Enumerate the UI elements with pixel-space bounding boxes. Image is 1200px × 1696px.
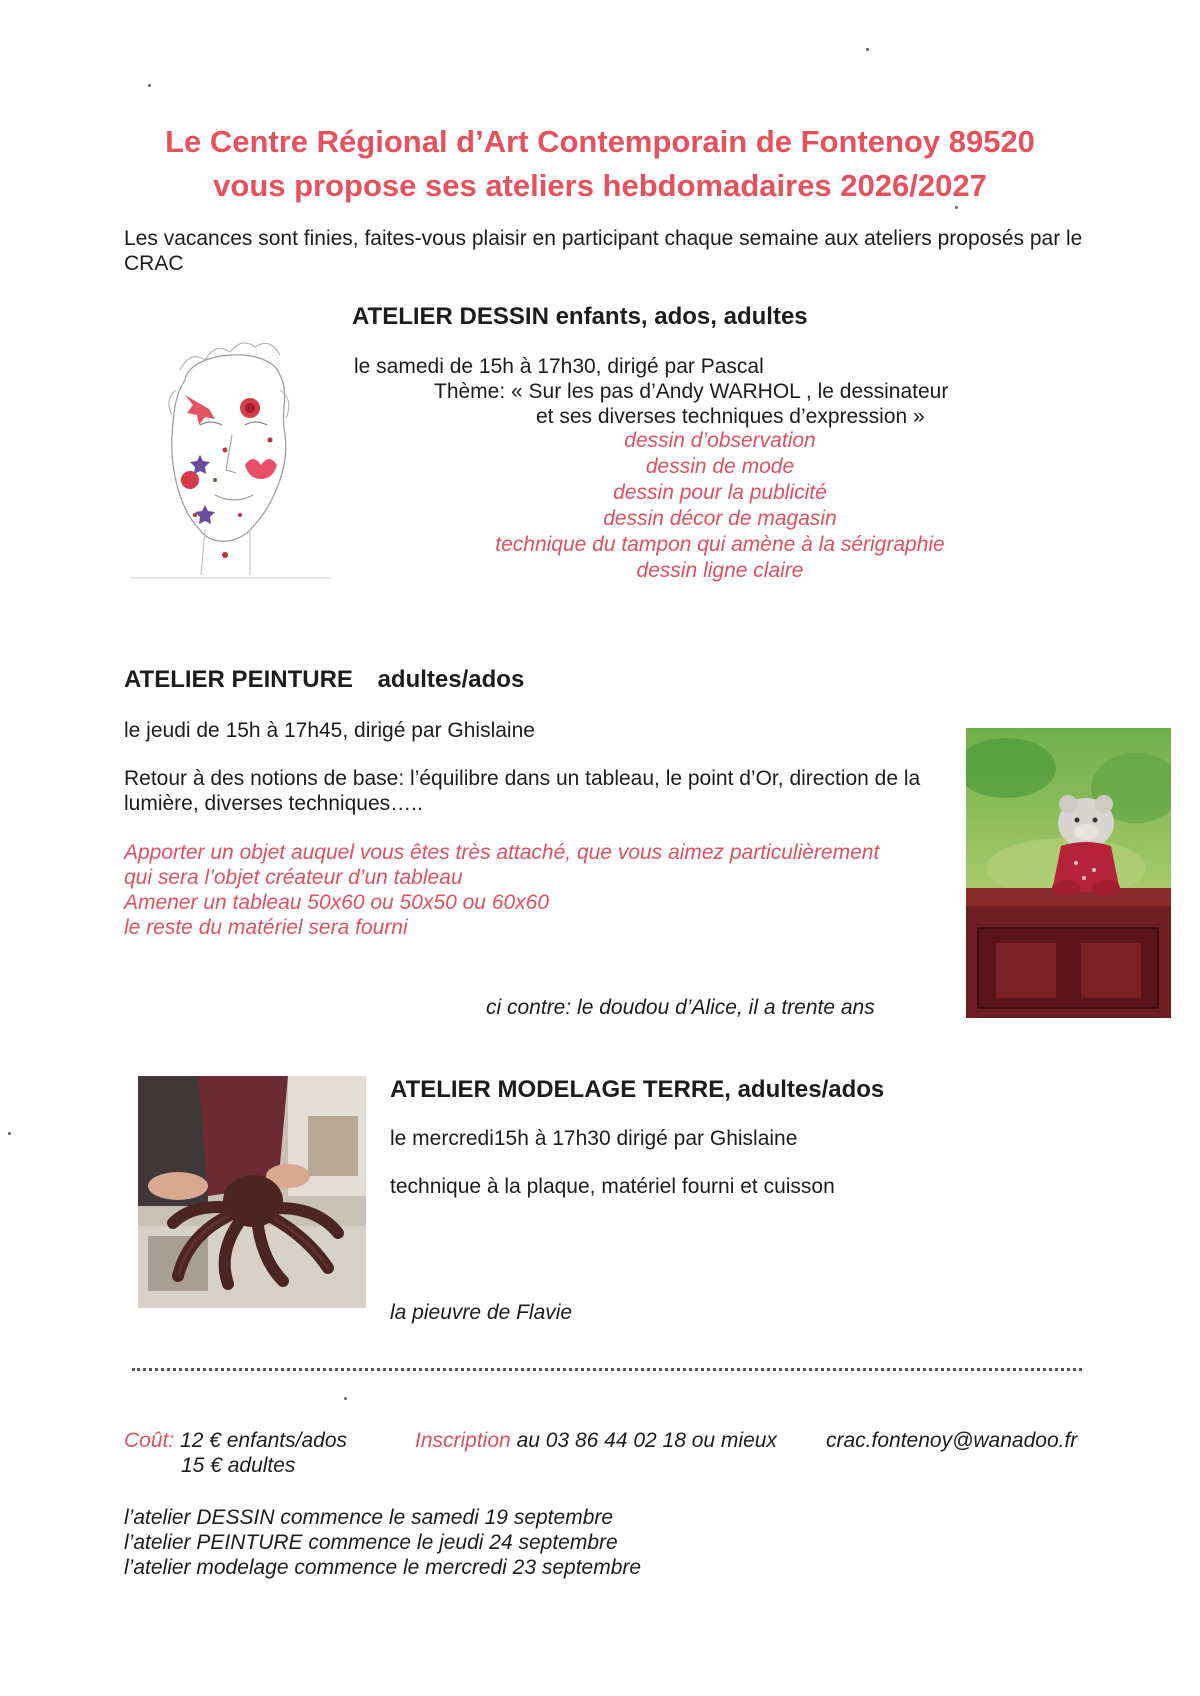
cost-adults: 15 € adultes — [181, 1454, 296, 1477]
dessin-theme-line-1: Thème: « Sur les pas d’Andy WARHOL , le dessinateur — [434, 380, 949, 403]
dessin-theme-line-2: et ses diverses techniques d’expression » — [536, 405, 925, 428]
teddy-bear-painting-image — [966, 728, 1171, 1018]
cost-block — [124, 1428, 347, 1478]
modelage-heading: ATELIER MODELAGE TERRE, adultes/ados — [390, 1076, 885, 1103]
title-line-2: vous propose ses ateliers hebdomadaires 2026/2027 — [213, 168, 987, 203]
modelage-schedule: le mercredi15h à 17h30 dirigé par Ghislaine — [390, 1127, 798, 1150]
list-item: dessin d’observation — [624, 429, 816, 452]
start-date-line: l’atelier PEINTURE commence le jeudi 24 septembre — [124, 1531, 618, 1554]
title-line-1: Le Centre Régional d’Art Contemporain de Fontenoy 89520 — [165, 124, 1035, 159]
dotted-separator — [132, 1368, 1082, 1371]
scan-speck — [866, 48, 869, 51]
dessin-schedule: le samedi de 15h à 17h30, dirigé par Pascal — [354, 355, 764, 378]
cost-label: Coût: — [124, 1429, 175, 1452]
peinture-heading-main: ATELIER PEINTURE — [124, 666, 353, 693]
intro-text: Les vacances sont finies, faites-vous plaisir en participant chaque semaine aux ateliers proposés par le CRAC — [124, 227, 1083, 275]
list-item: dessin de mode — [645, 455, 795, 478]
list-item: dessin décor de magasin — [603, 507, 837, 530]
page-title — [60, 120, 1140, 208]
start-dates — [124, 1505, 641, 1580]
instruction-line: qui sera l’objet créateur d’un tableau — [124, 866, 463, 889]
list-item: technique du tampon qui amène à la sérigraphie — [495, 533, 945, 556]
clay-octopus-photo-image — [138, 1076, 366, 1308]
instruction-line: le reste du matériel sera fourni — [124, 916, 408, 939]
list-item: dessin pour la publicité — [613, 481, 827, 504]
face-drawing-image — [130, 340, 340, 585]
inscription-label: Inscription — [415, 1429, 511, 1452]
scan-speck — [955, 206, 958, 209]
modelage-caption: la pieuvre de Flavie — [390, 1301, 573, 1324]
modelage-technique: technique à la plaque, matériel fourni et cuisson — [390, 1175, 835, 1198]
start-date-line: l’atelier DESSIN commence le samedi 19 septembre — [124, 1506, 614, 1529]
peinture-caption: ci contre: le doudou d’Alice, il a trente ans — [486, 996, 875, 1019]
inscription-block — [415, 1428, 777, 1453]
contact-email[interactable]: crac.fontenoy@wanadoo.fr — [826, 1429, 1078, 1452]
scan-speck — [148, 84, 151, 87]
cost-children: 12 € enfants/ados — [180, 1429, 348, 1452]
scan-speck — [8, 1132, 11, 1135]
start-date-line: l’atelier modelage commence le mercredi 23 septembre — [124, 1556, 642, 1579]
peinture-instructions — [124, 840, 944, 940]
dessin-techniques-list — [440, 428, 1000, 584]
list-item: dessin ligne claire — [636, 559, 804, 582]
peinture-description: Retour à des notions de base: l’équilibre dans un tableau, le point d’Or, direction de la lumière, diverses techniques….. — [124, 767, 921, 815]
dessin-heading: ATELIER DESSIN enfants, ados, adultes — [352, 303, 808, 330]
scan-speck — [344, 1397, 347, 1400]
peinture-heading-sub: adultes/ados — [377, 666, 525, 693]
inscription-phone: au 03 86 44 02 18 ou mieux — [516, 1429, 777, 1452]
peinture-schedule: le jeudi de 15h à 17h45, dirigé par Ghislaine — [124, 719, 535, 742]
instruction-line: Amener un tableau 50x60 ou 50x50 ou 60x60 — [124, 891, 549, 914]
instruction-line: Apporter un objet auquel vous êtes très attaché, que vous aimez particulièrement — [124, 841, 880, 864]
peinture-heading — [124, 666, 524, 694]
